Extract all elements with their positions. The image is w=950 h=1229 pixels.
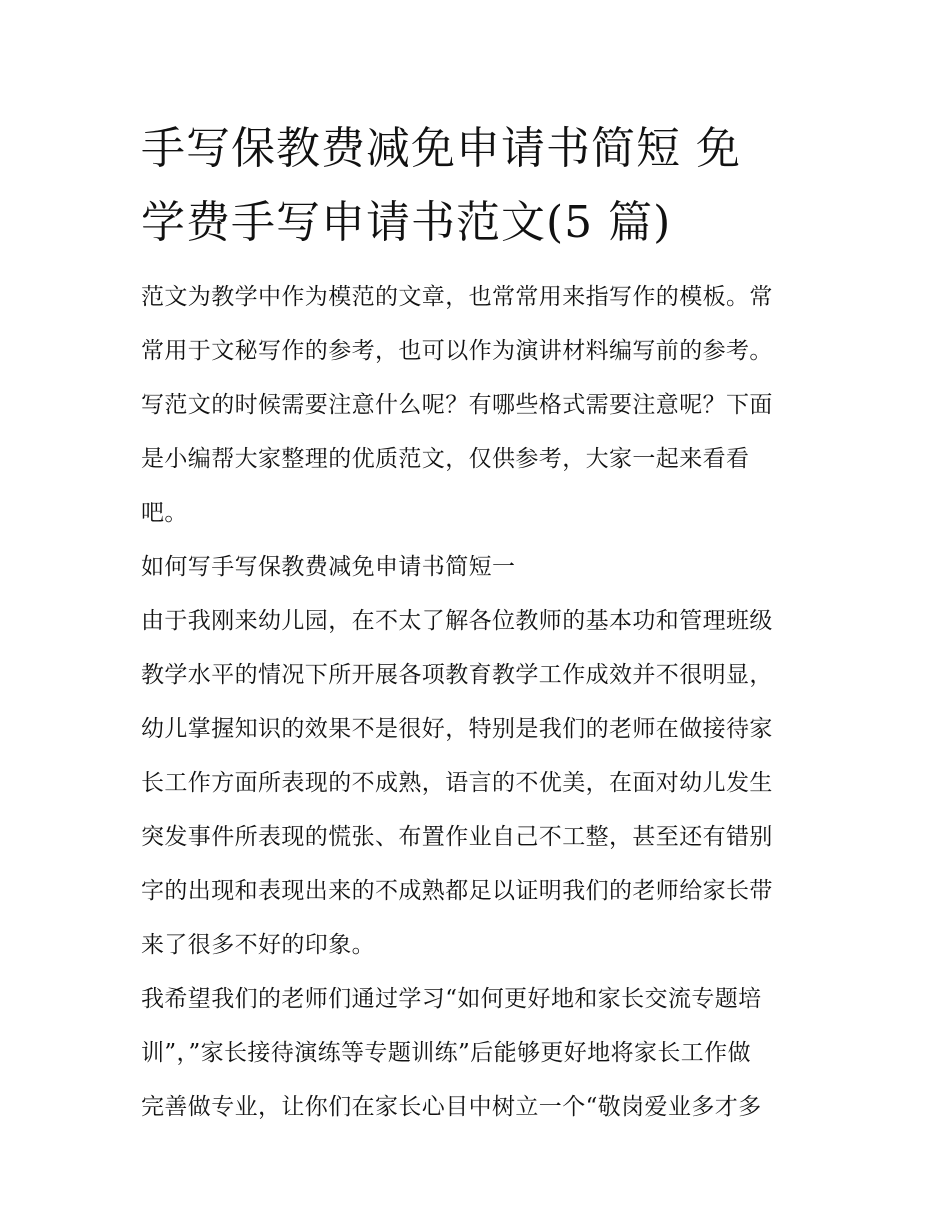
title-line-1: 手写保教费减免申请书简短 免 <box>141 123 741 174</box>
body-line: 字的出现和表现出来的不成熟都足以证明我们的老师给家长带 <box>141 878 773 904</box>
document-body <box>141 270 831 1134</box>
body-line: 吧。 <box>141 500 188 526</box>
body-line: 教学水平的情况下所开展各项教育教学工作成效并不很明显， <box>141 662 773 688</box>
body-line: 常用于文秘写作的参考，也可以作为演讲材料编写前的参考。 <box>141 338 773 364</box>
body-line: 完善做专业，让你们在家长心目中树立一个“敬岗爱业多才多 <box>141 1094 762 1120</box>
document-title <box>141 112 831 260</box>
title-line-2: 学费手写申请书范文(5 篇) <box>141 197 672 248</box>
body-line: 突发事件所表现的慌张、布置作业自己不工整，甚至还有错别 <box>141 824 773 850</box>
body-line: 长工作方面所表现的不成熟，语言的不优美，在面对幼儿发生 <box>141 770 773 796</box>
body-line: 是小编帮大家整理的优质范文，仅供参考，大家一起来看看 <box>141 446 750 472</box>
body-line: 幼儿掌握知识的效果不是很好，特别是我们的老师在做接待家 <box>141 716 773 742</box>
body-line: 我希望我们的老师们通过学习“如何更好地和家长交流专题培 <box>141 986 762 1012</box>
body-line: 由于我刚来幼儿园，在不太了解各位教师的基本功和管理班级 <box>141 608 773 634</box>
body-line: 写范文的时候需要注意什么呢？有哪些格式需要注意呢？下面 <box>141 392 773 418</box>
section-heading: 如何写手写保教费减免申请书简短一 <box>141 554 516 580</box>
body-line: 范文为教学中作为模范的文章，也常常用来指写作的模板。常 <box>141 284 773 310</box>
body-line: 训”，”家长接待演练等专题训练”后能够更好地将家长工作做 <box>141 1040 751 1066</box>
body-line: 来了很多不好的印象。 <box>141 932 375 958</box>
document-page <box>141 112 831 1134</box>
